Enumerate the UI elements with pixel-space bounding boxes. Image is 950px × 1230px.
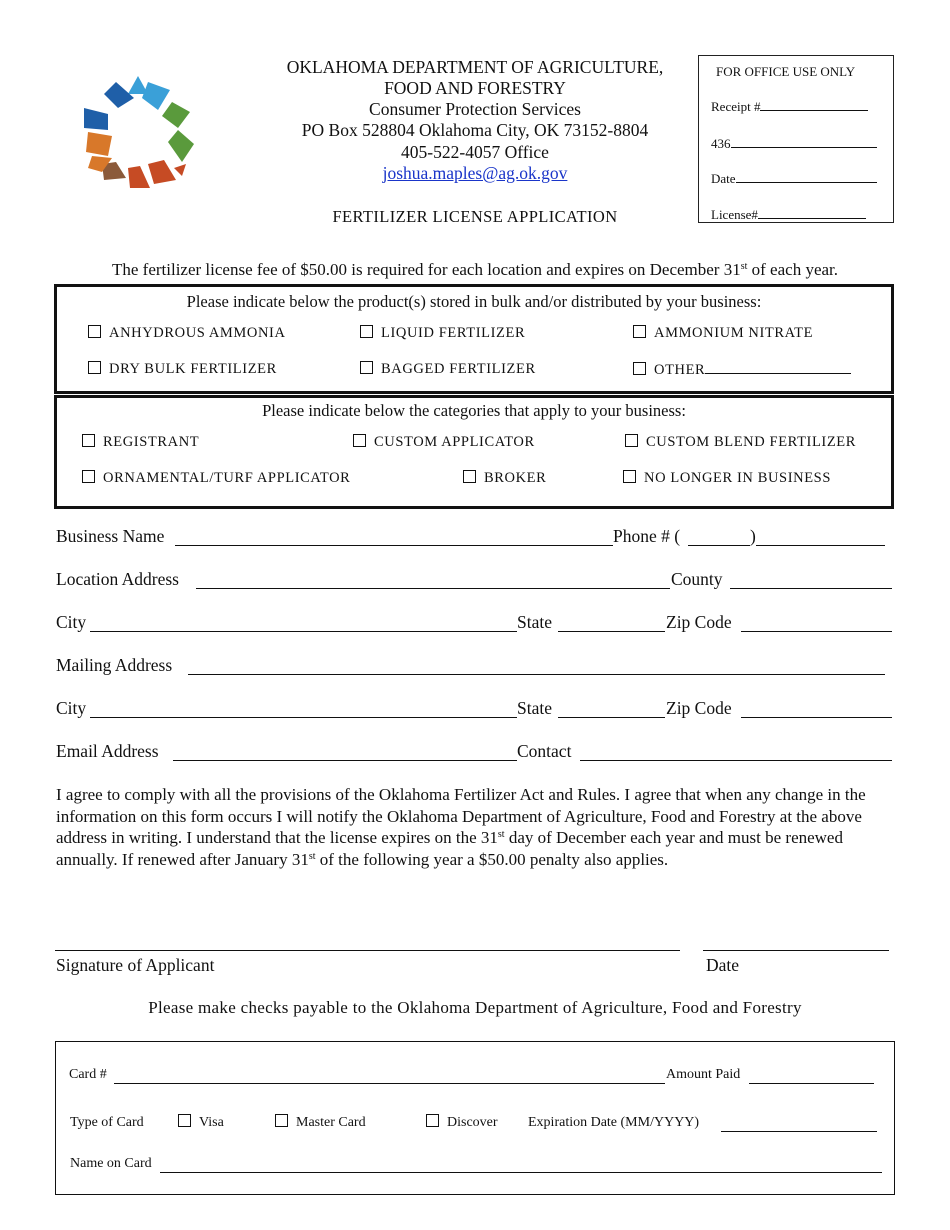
- office-use-box: [698, 55, 894, 223]
- email-input[interactable]: [173, 760, 517, 761]
- agreement-text-2: day of December each year and must be renewed annually. If renewed after January 31: [56, 828, 843, 869]
- mailing-city-label: City: [56, 698, 87, 718]
- checkbox[interactable]: [360, 325, 373, 338]
- mailing-address-label: Mailing Address: [56, 655, 173, 675]
- contact-input[interactable]: [580, 760, 892, 761]
- category-ornamental-turf-applicator[interactable]: ORNAMENTAL/TURF APPLICATOR: [82, 470, 350, 487]
- card-type-discover[interactable]: Discover: [426, 1114, 498, 1131]
- signature-date-label: Date: [706, 955, 740, 975]
- card-number-input[interactable]: [114, 1083, 665, 1084]
- agency-address: PO Box 528804 Oklahoma City, OK 73152-8804: [301, 120, 649, 140]
- contact-label: Contact: [517, 741, 572, 761]
- mailing-zip-input[interactable]: [741, 717, 892, 718]
- license-number-field[interactable]: [758, 203, 866, 219]
- location-address-input[interactable]: [196, 588, 670, 589]
- oklahoma-star-logo: [78, 72, 198, 192]
- products-heading: Please indicate below the product(s) stored in bulk and/or distributed by your business:: [186, 292, 762, 311]
- mailing-state-input[interactable]: [558, 717, 665, 718]
- receipt-field[interactable]: [760, 95, 868, 111]
- signature-date-line[interactable]: [703, 950, 889, 951]
- expiration-date-label: Expiration Date (MM/YYYY): [528, 1115, 700, 1130]
- agreement-paragraph: [56, 784, 896, 870]
- checkbox[interactable]: [353, 434, 366, 447]
- product-bagged-fertilizer[interactable]: BAGGED FERTILIZER: [360, 361, 536, 378]
- checkbox[interactable]: [360, 361, 373, 374]
- checkbox[interactable]: [178, 1114, 191, 1127]
- name-on-card-input[interactable]: [160, 1172, 882, 1173]
- agency-name-line1: OKLAHOMA DEPARTMENT OF AGRICULTURE,: [286, 57, 664, 77]
- product-anhydrous-ammonia[interactable]: ANHYDROUS AMMONIA: [88, 325, 286, 342]
- office-date-label: Date: [711, 171, 736, 186]
- product-dry-bulk-fertilizer[interactable]: DRY BULK FERTILIZER: [88, 361, 277, 378]
- phone-number-input[interactable]: [756, 545, 885, 546]
- agreement-sup-1: st: [497, 829, 505, 840]
- state-label: State: [517, 612, 552, 632]
- email-label: Email Address: [56, 741, 159, 761]
- checkbox[interactable]: [82, 434, 95, 447]
- checkbox[interactable]: [463, 470, 476, 483]
- product-ammonium-nitrate[interactable]: AMMONIUM NITRATE: [633, 325, 813, 342]
- logo-star-petals: [84, 76, 194, 188]
- agency-phone: 405-522-4057 Office: [401, 142, 549, 162]
- county-input[interactable]: [730, 588, 892, 589]
- categories-box: [54, 395, 894, 509]
- fee-notice-end: of each year.: [747, 260, 839, 279]
- signature-line[interactable]: [55, 950, 680, 951]
- fee-notice-text: The fertilizer license fee of $50.00 is required for each location and expires on December 31: [111, 260, 741, 279]
- agreement-sup-2: st: [308, 850, 316, 862]
- checkbox[interactable]: [623, 470, 636, 483]
- product-liquid-fertilizer[interactable]: LIQUID FERTILIZER: [360, 325, 525, 342]
- mailing-city-input[interactable]: [90, 717, 517, 718]
- phone-paren-close: ): [750, 526, 756, 546]
- business-name-input[interactable]: [175, 545, 613, 546]
- categories-heading: Please indicate below the categories that apply to your business:: [262, 401, 686, 420]
- expiration-date-input[interactable]: [721, 1131, 877, 1132]
- office-date-field[interactable]: [736, 167, 877, 183]
- checkbox[interactable]: [88, 361, 101, 374]
- phone-area-code-input[interactable]: [688, 545, 750, 546]
- agency-name-line2: FOOD AND FORESTRY: [384, 78, 566, 98]
- agreement-text-1: I agree to comply with all the provisions of the Oklahoma Fertilizer Act and Rules. I agree that when any change in the information on this form occurs I will notify the Oklahoma Department of Agriculture, Food and Forestry at the above address in writing. I understand that the license expires on the 31: [56, 785, 866, 847]
- card-type-visa[interactable]: Visa: [178, 1114, 224, 1131]
- business-name-label: Business Name: [56, 526, 165, 546]
- type-of-card-label: Type of Card: [70, 1115, 144, 1130]
- mailing-zip-label: Zip Code: [666, 698, 732, 718]
- payable-note: Please make checks payable to the Oklahoma Department of Agriculture, Food and Forestry: [148, 998, 802, 1017]
- category-custom-applicator[interactable]: CUSTOM APPLICATOR: [353, 434, 535, 451]
- county-label: County: [671, 569, 723, 589]
- mailing-state-label: State: [517, 698, 552, 718]
- checkbox[interactable]: [633, 325, 646, 338]
- office-use-title: FOR OFFICE USE ONLY: [716, 64, 856, 79]
- products-box: [54, 284, 894, 394]
- agency-division: Consumer Protection Services: [369, 99, 581, 119]
- checkbox[interactable]: [625, 434, 638, 447]
- office-code-field[interactable]: [731, 132, 877, 148]
- card-type-master-card[interactable]: Master Card: [275, 1114, 366, 1131]
- checkbox[interactable]: [633, 362, 646, 375]
- category-broker[interactable]: BROKER: [463, 470, 546, 487]
- agreement-text-3: of the following year a $50.00 penalty also applies.: [315, 849, 669, 869]
- city-input[interactable]: [90, 631, 517, 632]
- mailing-address-input[interactable]: [188, 674, 885, 675]
- category-registrant[interactable]: REGISTRANT: [82, 434, 199, 451]
- payment-box: [55, 1041, 895, 1195]
- category-no-longer-in-business[interactable]: NO LONGER IN BUSINESS: [623, 470, 831, 487]
- checkbox[interactable]: [88, 325, 101, 338]
- zip-input[interactable]: [741, 631, 892, 632]
- amount-paid-input[interactable]: [749, 1083, 874, 1084]
- name-on-card-label: Name on Card: [70, 1156, 152, 1171]
- location-address-label: Location Address: [56, 569, 179, 589]
- checkbox[interactable]: [82, 470, 95, 483]
- agency-email-link[interactable]: joshua.maples@ag.ok.gov: [382, 163, 568, 183]
- form-title: FERTILIZER LICENSE APPLICATION: [332, 207, 618, 226]
- product-other[interactable]: OTHER: [633, 361, 851, 379]
- receipt-label: Receipt #: [711, 99, 761, 114]
- fee-notice: [54, 260, 896, 280]
- checkbox[interactable]: [426, 1114, 439, 1127]
- license-number-label: License#: [711, 207, 758, 222]
- fee-notice-sup: st: [740, 261, 748, 272]
- card-number-label: Card #: [69, 1067, 107, 1082]
- signature-label: Signature of Applicant: [56, 955, 215, 975]
- state-input[interactable]: [558, 631, 665, 632]
- city-label: City: [56, 612, 87, 632]
- checkbox[interactable]: [275, 1114, 288, 1127]
- product-other-field[interactable]: [705, 361, 851, 374]
- office-code-label: 436: [711, 136, 731, 151]
- phone-label: Phone # (: [613, 526, 681, 546]
- zip-label: Zip Code: [666, 612, 732, 632]
- category-custom-blend-fertilizer[interactable]: CUSTOM BLEND FERTILIZER: [625, 434, 856, 451]
- amount-paid-label: Amount Paid: [666, 1067, 741, 1082]
